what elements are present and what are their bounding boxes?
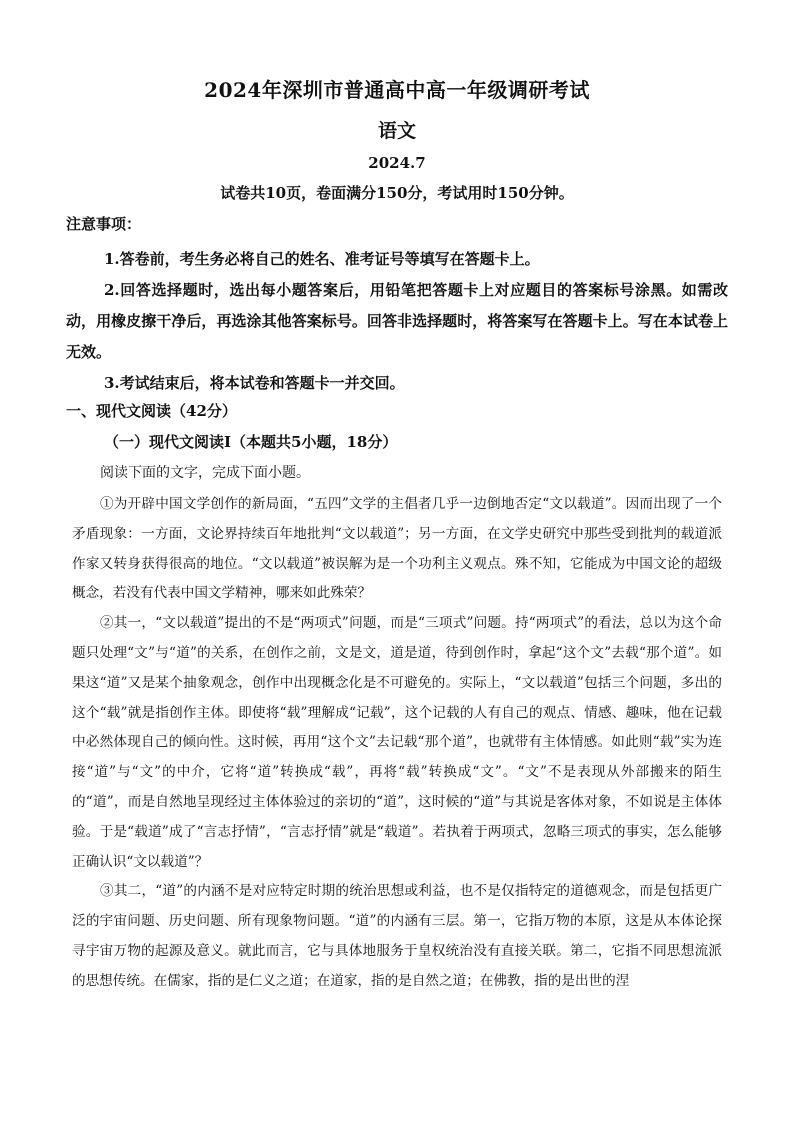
exam-title: 2024年深圳市普通高中高一年级调研考试 (204, 78, 590, 102)
exam-date: 2024.7 (368, 154, 426, 172)
exam-info: 试卷共10页，卷面满分150分，考试用时150分钟。 (220, 184, 574, 202)
section-title: 一、现代文阅读（42分） (66, 402, 237, 420)
note-item: 2.回答选择题时，选出每小题答案后，用铅笔把答题卡上对应题目的答案标号涂黑。如需改动，用橡皮擦干净后，再选涂其他答案标号。回答非选择题时，将答案写在答题卡上。写在本试卷上无效。 (66, 281, 728, 361)
passage-paragraph: ②其一，“文以载道”提出的不是“两项式”问题，而是“三项式”问题。持“两项式”的看法，总以为这个命题只处理“文”与“道”的关系，在创作之前，文是文，道是道，待到创作时，拿起“这个文”去载“那个道”。如果这“道”又是某个抽象观念，创作中出现概念化是不可避免的。实际上，“文以载道”包括三个问题，多出的这个“载”就是指创作主体。即使将“载”理解成“记载”，这个记载的人有自己的观点、情感、趣味，他在记载中必然体现自己的倾向性。这时候，再用“这个文”去记载“那个道”，也就带有主体情感。如此则“载”实为连接“道”与“文”的中介，它将“道”转换成“载”，再将“载”转换成“文”。“文”不是表现从外部搬来的陌生的“道”，而是自然地呈现经过主体体验过的亲切的“道”，这时候的“道”与其说是客体对象，不如说是主体体验。于是“载道”成了“言志抒情”，“言志抒情”就是“载道”。若执着于两项式，忽略三项式的事实，怎么能够正确认识“文以载道”？ (72, 615, 722, 870)
passage-paragraph: ①为开辟中国文学创作的新局面，“五四”文学的主倡者几乎一边倒地否定“文以载道”。因而出现了一个矛盾现象：一方面，文论界持续百年地批判“文以载道”；另一方面，在文学史研究中那些受到批判的载道派作家又转身获得很高的地位。“文以载道”被误解为是一个功利主义观点。殊不知，它能成为中国文论的超级概念，若没有代表中国文学精神，哪来如此殊荣？ (72, 496, 722, 602)
passage-paragraph: ③其二，“道”的内涵不是对应特定时期的统治思想或利益，也不是仅指特定的道德观念，而是包括更广泛的宇宙问题、历史问题、所有现象物问题。“道”的内涵有三层。第一，它指万物的本原，这是从本体论探寻宇宙万物的起源及意义。就此而言，它与具体地服务于皇权统治没有直接关联。第二，它指不同思想流派的思想传统。在儒家，指的是仁义之道；在道家，指的是自然之道；在佛教，指的是出世的涅 (72, 883, 722, 989)
note-item: 1.答卷前，考生务必将自己的姓名、准考证号等填写在答题卡上。 (104, 250, 540, 268)
notes-heading: 注意事项： (66, 215, 142, 233)
subject-title: 语文 (377, 120, 416, 142)
note-item: 3.考试结束后，将本试卷和答题卡一并交回。 (104, 374, 405, 392)
subsection-title: （一）现代文阅读Ⅰ（本题共5小题，18分） (104, 433, 398, 451)
passage (72, 490, 722, 997)
notes-list (66, 244, 728, 399)
reading-instruction: 阅读下面的文字，完成下面小题。 (100, 465, 310, 481)
